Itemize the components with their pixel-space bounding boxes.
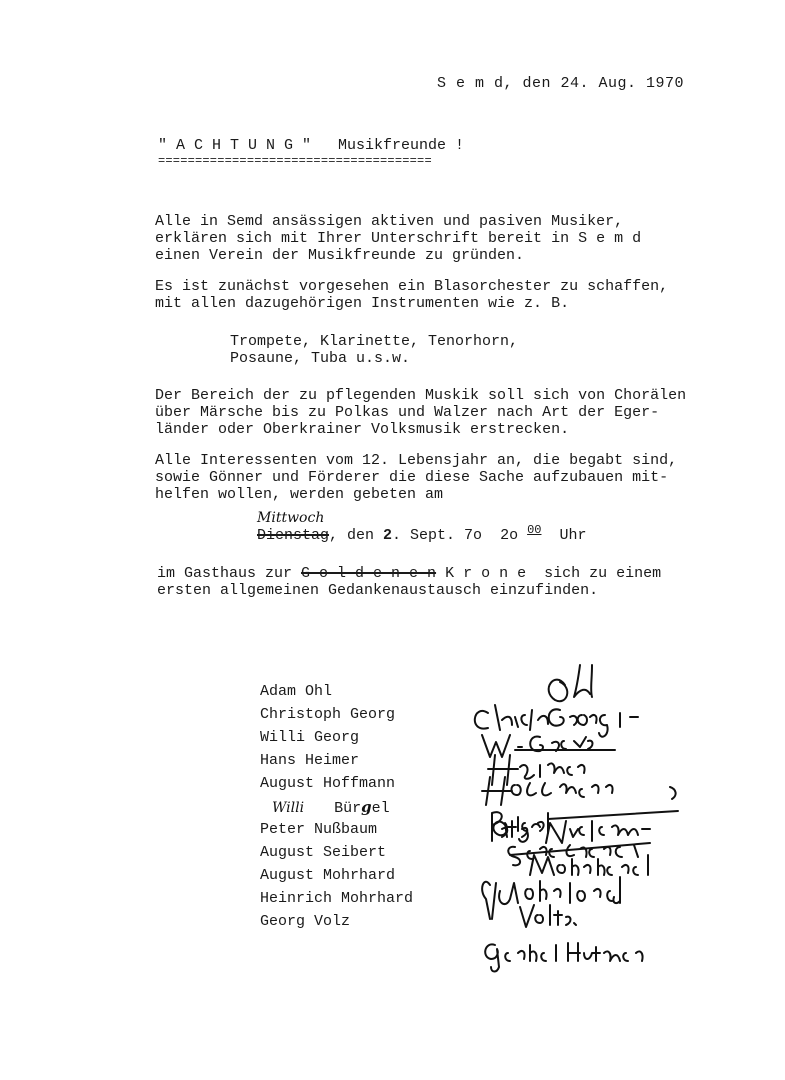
venue-text-a: im Gasthaus zur <box>157 565 302 582</box>
struck-day: Dienstag <box>257 527 330 544</box>
place-date: S e m d, den 24. Aug. 1970 <box>437 75 685 92</box>
signature-ohl <box>549 665 592 701</box>
day-number: 2 <box>383 527 393 544</box>
signature-seibert <box>508 843 650 865</box>
handwritten-signatures <box>470 655 700 975</box>
signature-peter-nussbaum <box>492 811 678 843</box>
signatory-name: Hans Heimer <box>260 752 360 769</box>
p3-line-2: über Märsche bis zu Polkas und Walzer nach Art der Eger- <box>155 404 660 421</box>
document-title: " A C H T U N G " Musikfreunde ! <box>158 137 465 154</box>
time-suffix: Uhr <box>541 527 587 544</box>
signatory-name: August Seibert <box>260 844 387 861</box>
title-underline: ===================================== <box>158 154 432 168</box>
date-text-b: . Sept. 7o 2o <box>392 527 528 544</box>
signature-gerhard-huetmann <box>485 943 642 972</box>
p4-line-2: sowie Gönner und Förderer die diese Sache aufzubauen mit- <box>155 469 669 486</box>
venue-line-1 <box>157 565 661 583</box>
signature-hoffmann <box>482 777 613 805</box>
signature-volz <box>520 905 576 927</box>
p4-line-1: Alle Interessenten vom 12. Lebensjahr an, die begabt sind, <box>155 452 678 469</box>
instruments-line-2: Posaune, Tuba u.s.w. <box>230 350 411 367</box>
added-signatory <box>260 798 390 818</box>
added-signatory-handwritten-letter: g <box>361 798 372 816</box>
signatory-name: Christoph Georg <box>260 706 396 723</box>
meeting-date-line <box>257 523 587 545</box>
venue-text-b: K r o n e sich zu einem <box>436 565 662 582</box>
signature-christoph-georg <box>475 705 638 737</box>
signatory-name: August Hoffmann <box>260 775 396 792</box>
signatory-name: Heinrich Mohrhard <box>260 890 414 907</box>
instruments-line-1: Trompete, Klarinette, Tenorhorn, <box>230 333 519 350</box>
signature-august <box>493 787 675 842</box>
p3-line-1: Der Bereich der zu pflegenden Muskik soll sich von Chorälen <box>155 387 687 404</box>
p1-line-1: Alle in Semd ansässigen aktiven und pasiven Musiker, <box>155 213 624 230</box>
p2-line-1: Es ist zunächst vorgesehen ein Blasorchester zu schaffen, <box>155 278 669 295</box>
venue-line-2: ersten allgemeinen Gedankenaustausch einzufinden. <box>157 582 599 599</box>
signature-heimer <box>488 750 615 785</box>
p4-line-3: helfen wollen, werden gebeten am <box>155 486 444 503</box>
signature-willi-georg <box>482 735 593 757</box>
handwritten-day: Mittwoch <box>257 510 325 526</box>
signatory-name: Adam Ohl <box>260 683 333 700</box>
added-signatory-typed-end: el <box>371 800 390 817</box>
p2-line-2: mit allen dazugehörigen Instrumenten wie z. B. <box>155 295 570 312</box>
date-text-a: , den <box>329 527 384 544</box>
p1-line-2: erklären sich mit Ihrer Unterschrift bereit in S e m d <box>155 230 642 247</box>
signatory-name: August Mohrhard <box>260 867 396 884</box>
p3-line-3: länder oder Oberkrainer Volksmusik erstrecken. <box>155 421 570 438</box>
added-signatory-typed: Bür <box>334 800 362 817</box>
signatory-name: Willi Georg <box>260 729 360 746</box>
time-minutes: 00 <box>527 523 542 537</box>
p1-line-3: einen Verein der Musikfreunde zu gründen. <box>155 247 525 264</box>
signatory-name: Peter Nußbaum <box>260 821 378 838</box>
struck-venue-word: G o l d e n e n <box>301 565 437 582</box>
signatory-name: Georg Volz <box>260 913 351 930</box>
added-signatory-first: Willi <box>272 800 305 816</box>
signature-august-mohrhard <box>530 855 648 875</box>
signature-heinrich-mohrhard <box>482 877 620 919</box>
